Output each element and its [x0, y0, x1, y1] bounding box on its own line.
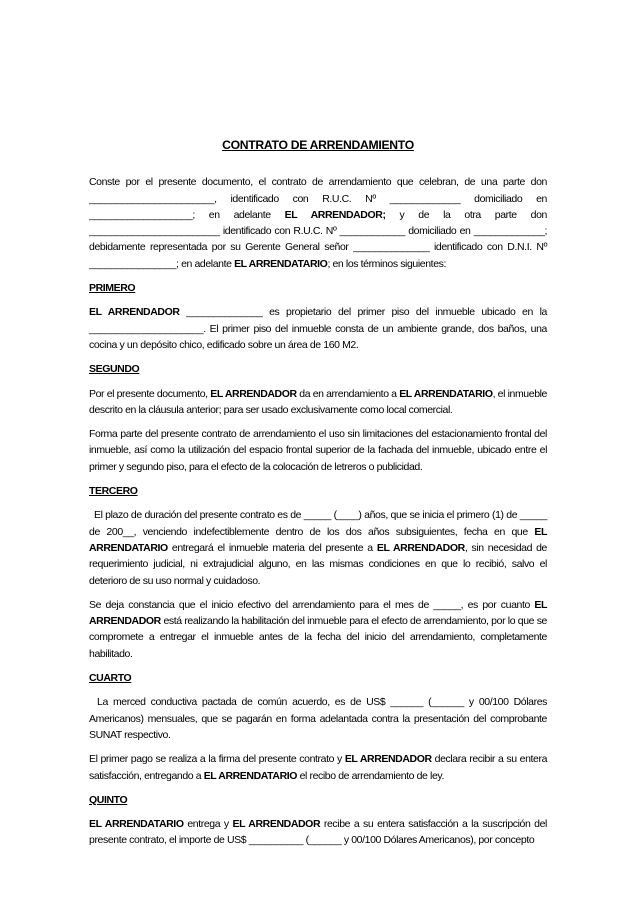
party-name: EL ARRENDADOR: [232, 818, 321, 831]
primero-paragraph: [89, 304, 547, 353]
section-heading-cuarto: CUARTO: [89, 672, 132, 685]
party-name: EL ARRENDATARIO: [89, 525, 547, 554]
text-span: entregará el inmueble materia del presente a: [167, 541, 377, 554]
text-span: El primer pago se realiza a la firma del presente contrato y: [89, 753, 345, 766]
quinto-paragraph: [89, 816, 547, 849]
text-span: El plazo de duración del presente contrato es de _____ (____) años, que se inicia el primero (1) de _____ de 200__, venciendo indefectiblemente dentro de los dos años subsiguientes, fecha en que: [89, 509, 547, 538]
tercero-paragraph-1: [89, 507, 547, 588]
party-name: EL ARRENDADOR: [376, 541, 465, 554]
party-name: EL ARRENDATARIO: [203, 769, 298, 782]
party-name: EL ARRENDATARIO: [399, 387, 493, 400]
text-span: declara recibir a su entera satisfacción, entregando a: [89, 753, 548, 782]
intro-paragraph: [89, 174, 547, 272]
text-span: y de la otra parte don ________________________ identificado con R.U.C. Nº ____________ domiciliado en _____________; debidamente representada por su Gerente General señor ______________ identificado con D.N.I. Nº ________________; en adelante: [89, 208, 547, 270]
party-name: EL ARRENDATARIO: [89, 818, 184, 831]
text-span: , sin necesidad de requerimiento judicial, ni extrajudicial alguno, en las mismas condiciones en que lo recibió, salvo el deterioro de su uso normal y cuidadoso.: [89, 541, 547, 587]
text-span: ; en los términos siguientes:: [327, 257, 447, 270]
party-name: EL ARRENDADOR: [344, 753, 432, 766]
segundo-paragraph-1: [89, 386, 547, 419]
party-name: EL ARRENDATARIO: [234, 257, 328, 270]
section-heading-tercero: TERCERO: [89, 485, 138, 498]
text-span: el recibo de arrendamiento de ley.: [297, 769, 444, 782]
party-name: EL ARRENDADOR: [89, 306, 180, 319]
document-title: CONTRATO DE ARRENDAMIENTO: [222, 138, 414, 152]
text-span: está realizando la habilitación del inmueble para el efecto de arrendamiento, por lo que se compromete a entregar el inmueble antes de la fecha del inicio del arrendamiento, completamente habilitado.: [89, 615, 547, 660]
party-name: EL ARRENDADOR;: [284, 208, 386, 221]
party-name: EL ARRENDADOR: [210, 387, 297, 400]
text-span: entrega y: [183, 818, 233, 831]
cuarto-paragraph-2: [89, 751, 547, 784]
document-body: [89, 137, 547, 857]
section-heading-primero: PRIMERO: [89, 282, 136, 295]
segundo-paragraph-2: Forma parte del presente contrato de arrendamiento el uso sin limitaciones del estacionamiento frontal del inmueble, así como la utilización del espacio frontal superior de la fachada del inmueble, ubicado entre el primer y segundo piso, para el efecto de la colocación de letreros o publicidad.: [89, 428, 547, 473]
text-span: Conste por el presente documento, el contrato de arrendamiento que celebran, de una parte don _______________________, identificado con R.U.C. Nº _____________ domiciliado en ___________________; en adelante: [89, 176, 547, 221]
text-span: Se deja constancia que el inicio efectivo del arrendamiento para el mes de _____, es por cuanto: [89, 598, 535, 611]
text-span: ______________ es propietario del primer piso del inmueble ubicado en la _____________________. El primer piso del inmueble consta de un ambiente grande, dos baños, una cocina y un depósito chico, edificado sobre un área de 160 M2.: [89, 306, 547, 351]
text-span: , el inmueble descrito en la cláusula anterior; para ser usado exclusivamente como local comercial.: [89, 387, 548, 416]
section-heading-quinto: QUINTO: [89, 793, 128, 806]
cuarto-paragraph-1: La merced conductiva pactada de común acuerdo, es de US$ ______ (______ y 00/100 Dólares Americanos) mensuales, que se pagarán en forma adelantada contra la presentación del comprobante SUNAT respectivo.: [89, 696, 547, 741]
party-name: EL ARRENDADOR: [89, 598, 547, 628]
text-span: recibe a su entera satisfacción a la suscripción del presente contrato, el importe de US$ __________ (______ y 00/100 Dólares Americanos), por concepto: [89, 818, 547, 847]
text-span: Por el presente documento,: [89, 387, 211, 400]
section-heading-segundo: SEGUNDO: [89, 363, 140, 376]
text-span: da en arrendamiento a: [296, 387, 400, 400]
tercero-paragraph-2: [89, 597, 547, 662]
